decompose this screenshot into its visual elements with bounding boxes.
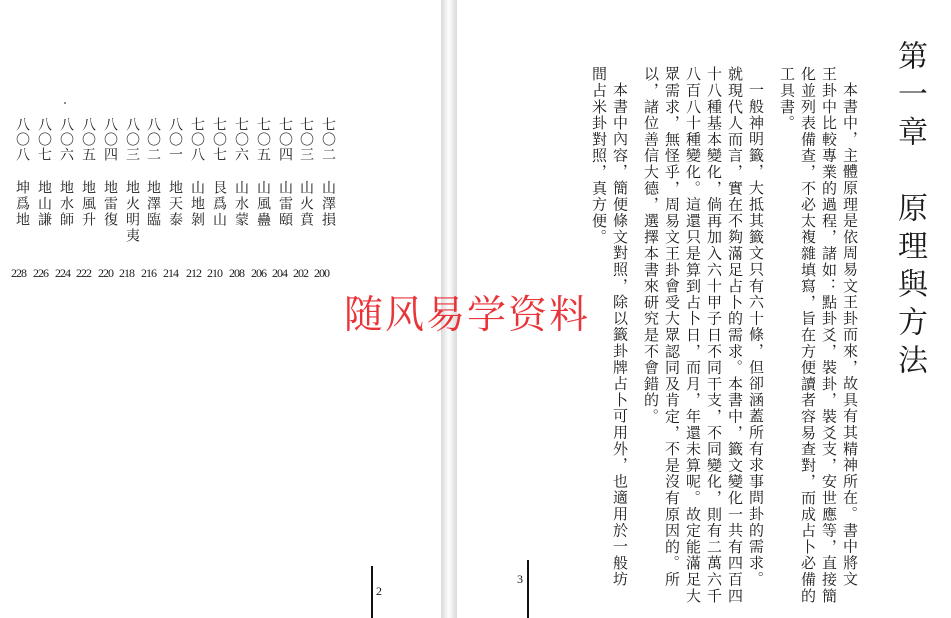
toc-hexagram-name: 山火賁	[298, 180, 314, 228]
toc-page-number: 214	[163, 266, 178, 280]
toc-page-number: 224	[55, 266, 70, 280]
page-edge-line	[527, 560, 529, 618]
toc-hexagram-name: 地風升	[80, 180, 96, 228]
body-text-column: 化並列表備查，不必太複雜填寫，旨在方便讀者容易查對，而成占卜必備的	[799, 66, 817, 604]
page-number: 2	[376, 584, 382, 598]
toc-hexagram-name: 山水蒙	[233, 180, 249, 228]
print-speck	[64, 102, 66, 104]
toc-page-number: 226	[33, 266, 48, 280]
toc-hexagram-name: 山澤損	[320, 180, 336, 228]
toc-page-number: 220	[98, 266, 113, 280]
toc-hexagram-number: 八〇六	[58, 117, 74, 162]
body-text-column: 本書中內容，簡便條文對照，除以籤卦牌占卜可用外，也適用於一般坊	[611, 82, 629, 588]
toc-hexagram-name: 坤爲地	[14, 180, 30, 228]
toc-hexagram-number: 七〇四	[277, 117, 293, 162]
body-text-column: 十八種基本變化，倘再加入六十甲子日不同干支，不同變化，則有二萬六千	[705, 66, 723, 604]
toc-hexagram-number: 七〇八	[189, 117, 205, 162]
toc-hexagram-number: 七〇七	[211, 117, 227, 162]
toc-hexagram-name: 地雷復	[102, 180, 118, 228]
toc-hexagram-number: 八〇四	[102, 117, 118, 162]
watermark-text: 随风易学资料	[344, 293, 591, 338]
toc-hexagram-name: 山雷頤	[277, 180, 293, 228]
body-text-column: 工具書。	[778, 66, 796, 132]
toc-hexagram-name: 地火明夷	[124, 180, 140, 244]
body-text-column: 本書中，主體原理是依周易文王卦而來，故具有其精神所在。書中將文	[841, 82, 859, 588]
toc-page-number: 210	[207, 266, 222, 280]
page-number: 3	[517, 572, 523, 586]
toc-hexagram-number: 八〇三	[124, 117, 140, 162]
toc-hexagram-number: 七〇三	[298, 117, 314, 162]
toc-page-number: 228	[11, 266, 26, 280]
toc-page-number: 216	[141, 266, 156, 280]
page-edge-line	[371, 566, 373, 618]
toc-page-number: 222	[76, 266, 91, 280]
chapter-title: 第一章 原理與方法	[892, 40, 927, 382]
toc-page-number: 204	[272, 266, 287, 280]
toc-hexagram-name: 山地剝	[189, 180, 205, 228]
toc-page-number: 202	[293, 266, 308, 280]
toc-hexagram-number: 八〇二	[145, 117, 161, 162]
toc-hexagram-number: 七〇五	[255, 117, 271, 162]
toc-hexagram-name: 地山謙	[36, 180, 52, 228]
toc-page-number: 208	[229, 266, 244, 280]
body-text-column: 八百八十種變化。這還只是算到占卜日，而月，年還未算呢。故定能滿足大	[684, 66, 702, 604]
toc-hexagram-name: 地天泰	[167, 180, 183, 228]
toc-hexagram-name: 地澤臨	[145, 180, 161, 228]
toc-page-number: 218	[119, 266, 134, 280]
toc-hexagram-number: 八〇七	[36, 117, 52, 162]
toc-page-number: 200	[314, 266, 329, 280]
body-text-column: 一般神明籤，大抵其籤文只有六十條，但卻涵蓋所有求事問卦的需求。	[747, 82, 765, 588]
body-text-column: 就現代人而言，實在不夠滿足占卜的需求。本書中，籤文變化一共有四百四	[726, 66, 744, 604]
toc-hexagram-number: 八〇一	[167, 117, 183, 162]
toc-hexagram-number: 七〇二	[320, 117, 336, 162]
body-text-column: 以，諸位善信大德，選擇本書來研究是不會錯的。	[642, 66, 660, 425]
toc-page-number: 206	[251, 266, 266, 280]
body-text-column: 眾需求，無怪乎，周易文王卦會受大眾認同及肯定，不是沒有原因的。所	[663, 66, 681, 588]
toc-hexagram-name: 艮爲山	[211, 180, 227, 228]
toc-hexagram-number: 七〇六	[233, 117, 249, 162]
toc-hexagram-name: 地水師	[58, 180, 74, 228]
toc-hexagram-name: 山風蠱	[255, 180, 271, 228]
toc-page-number: 212	[186, 266, 201, 280]
toc-hexagram-number: 八〇八	[14, 117, 30, 162]
body-text-column: 間占米卦對照，真方便。	[590, 66, 608, 246]
toc-hexagram-number: 八〇五	[80, 117, 96, 162]
body-text-column: 王卦中比較專業的過程，諸如：點卦爻，裝卦，裝爻支，安世應等，直接簡	[820, 66, 838, 604]
